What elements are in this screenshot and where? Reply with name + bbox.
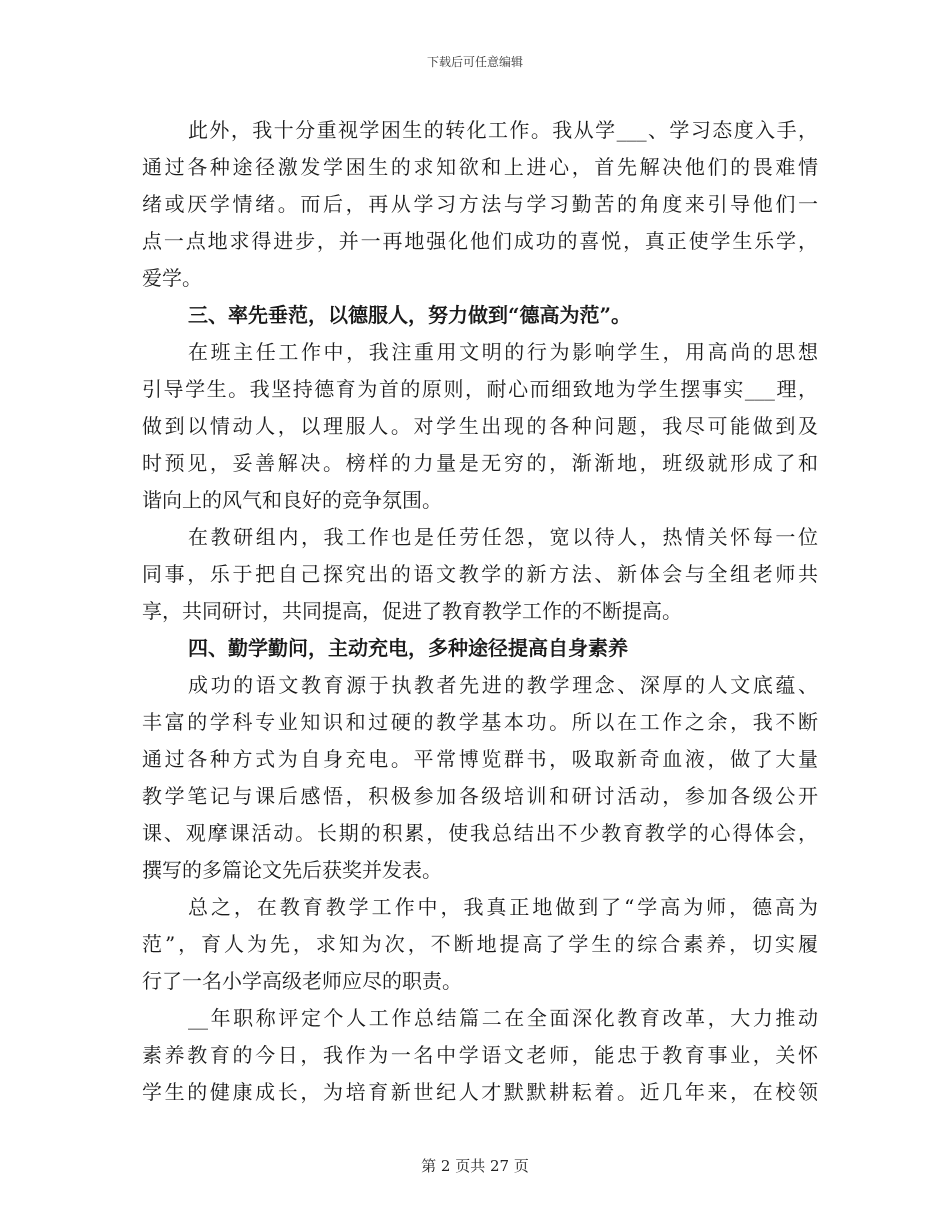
body-line: 引导学生。我坚持德育为首的原则，耐心而细致地为学生摆事实___理， xyxy=(142,377,818,401)
body-line: 学生的健康成长，为培育新世纪人才默默耕耘着。近几年来，在校领 xyxy=(142,1080,818,1104)
body-line: 课、观摩课活动。长期的积累，使我总结出不少教育教学的心得体会， xyxy=(142,821,818,845)
body-line: 时预见，妥善解决。榜样的力量是无穷的，渐渐地，班级就形成了和 xyxy=(142,451,818,475)
section-heading-3: 三、率先垂范，以德服人，努力做到“德高为范”。 xyxy=(188,303,632,327)
page-number: 第 2 页共 27 页 xyxy=(421,1157,529,1175)
body-line: 范”，育人为先，求知为次，不断地提高了学生的综合素养，切实履 xyxy=(142,932,818,956)
page-header: 下载后可任意编辑 xyxy=(426,55,523,69)
body-line: 点一点地求得进步，并一再地强化他们成功的喜悦，真正使学生乐学， xyxy=(142,229,818,253)
body-line: 通过各种途径激发学困生的求知欲和上进心，首先解决他们的畏难情 xyxy=(142,155,818,179)
section-heading-4: 四、勤学勤问，主动充电，多种途径提高自身素养 xyxy=(188,636,628,660)
body-line: 同事，乐于把自己探究出的语文教学的新方法、新体会与全组老师共 xyxy=(142,562,818,586)
body-line: 通过各种方式为自身充电。平常博览群书，吸取新奇血液，做了大量 xyxy=(142,747,818,771)
body-line: 撰写的多篇论文先后获奖并发表。 xyxy=(142,858,442,882)
body-line: 素养教育的今日，我作为一名中学语文老师，能忠于教育事业，关怀 xyxy=(142,1043,818,1067)
body-line: 成功的语文教育源于执教者先进的教学理念、深厚的人文底蕴、 xyxy=(188,673,818,697)
body-line: 谐向上的风气和良好的竞争氛围。 xyxy=(142,488,442,512)
body-line: 丰富的学科专业知识和过硬的教学基本功。所以在工作之余，我不断 xyxy=(142,710,818,734)
body-line: __年职称评定个人工作总结篇二在全面深化教育改革，大力推动 xyxy=(188,1006,818,1030)
body-line: 教学笔记与课后感悟，积极参加各级培训和研讨活动，参加各级公开 xyxy=(142,784,818,808)
body-line: 享，共同研讨，共同提高，促进了教育教学工作的不断提高。 xyxy=(142,599,682,623)
body-line: 在教研组内，我工作也是任劳任怨，宽以待人，热情关怀每一位 xyxy=(188,525,818,549)
body-line: 总之，在教育教学工作中，我真正地做到了“学高为师，德高为 xyxy=(188,895,818,919)
body-line: 绪或厌学情绪。而后，再从学习方法与学习勤苦的角度来引导他们一 xyxy=(142,192,818,216)
body-line: 在班主任工作中，我注重用文明的行为影响学生，用高尚的思想 xyxy=(188,340,818,364)
body-line: 此外，我十分重视学困生的转化工作。我从学___、学习态度入手， xyxy=(188,118,818,142)
body-line: 爱学。 xyxy=(142,266,202,290)
body-line: 行了一名小学高级老师应尽的职责。 xyxy=(142,969,462,993)
body-line: 做到以情动人，以理服人。对学生出现的各种问题，我尽可能做到及 xyxy=(142,414,818,438)
document-body xyxy=(142,112,818,1111)
